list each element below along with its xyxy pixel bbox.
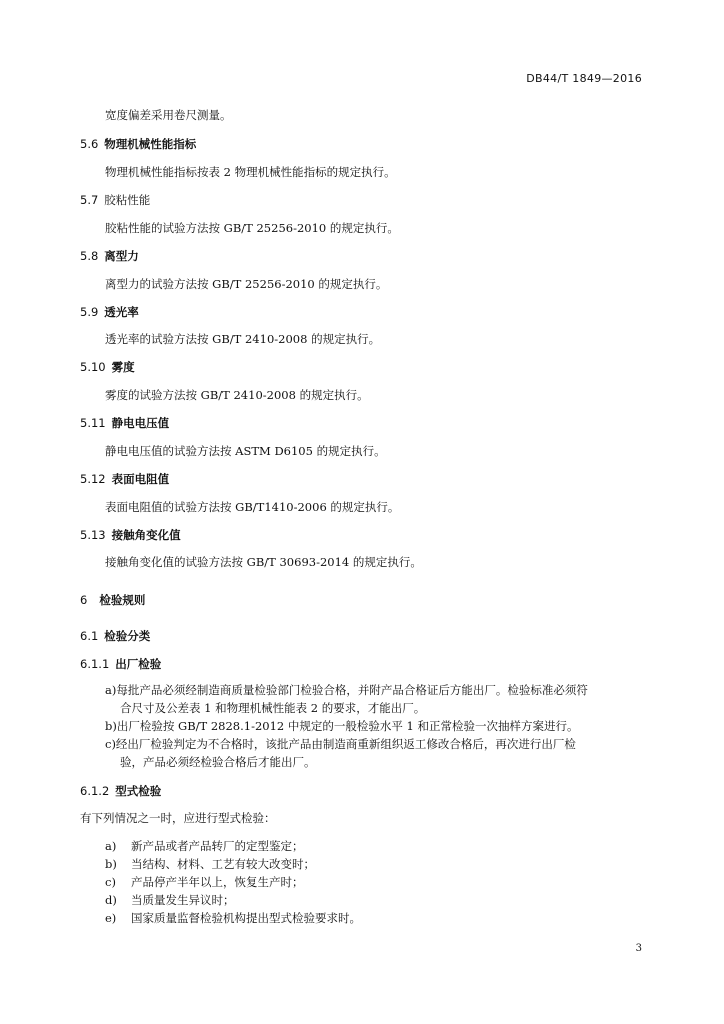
- section-number: 5.11: [80, 416, 106, 430]
- section-5-13-heading: [80, 527, 181, 543]
- section-title: 出厂检验: [115, 657, 162, 671]
- page-number: 3: [635, 943, 642, 954]
- section-5-12-text: 表面电阻值的试验方法按 GB/T1410-2006 的规定执行。: [105, 500, 400, 514]
- section-number: 5.6: [80, 137, 99, 151]
- list-text: 当结构、材料、工艺有较大改变时；: [131, 857, 315, 871]
- list-text: 新产品或者产品转厂的定型鉴定；: [131, 839, 304, 853]
- section-title: 透光率: [104, 305, 139, 319]
- section-title: 雾度: [111, 360, 135, 374]
- list-text: 国家质量监督检验机构提出型式检验要求时。: [131, 911, 361, 925]
- section-title: 静电电压值: [111, 416, 170, 430]
- section-6-1-1-heading: [80, 656, 161, 672]
- section-5-9-text: 透光率的试验方法按 GB/T 2410-2008 的规定执行。: [105, 332, 381, 346]
- item-c-line1: c)经出厂检验判定为不合格时，该批产品由制造商重新组织返工修改合格后，再次进行出厂检: [105, 737, 576, 751]
- list-item: [105, 838, 304, 854]
- section-number: 6.1.1: [80, 657, 110, 671]
- section-number: 5.10: [80, 360, 106, 374]
- list-item: [105, 874, 304, 890]
- section-title: 胶粘性能: [104, 193, 151, 207]
- section-number: 6.1: [80, 629, 99, 643]
- section-5-13-text: 接触角变化值的试验方法按 GB/T 30693-2014 的规定执行。: [105, 555, 422, 569]
- section-6-1-heading: [80, 628, 150, 644]
- section-5-9-heading: [80, 304, 139, 320]
- section-number: 5.12: [80, 472, 106, 486]
- list-text: 当质量发生异议时；: [131, 893, 235, 907]
- section-number: 6.1.2: [80, 784, 110, 798]
- section-6-1-2-heading: [80, 783, 161, 799]
- section-title: 接触角变化值: [111, 528, 181, 542]
- section-number: 6: [80, 593, 88, 607]
- section-number: 5.13: [80, 528, 106, 542]
- list-marker: a): [105, 839, 117, 853]
- section-5-6-text: 物理机械性能指标按表 2 物理机械性能指标的规定执行。: [105, 165, 396, 179]
- section-5-10-heading: [80, 359, 135, 375]
- item-b: b)出厂检验按 GB/T 2828.1-2012 中规定的一般检验水平 1 和正常检验一次抽样方案进行。: [105, 719, 579, 733]
- section-title: 物理机械性能指标: [104, 137, 197, 151]
- list-item: [105, 910, 361, 926]
- section-5-7-heading: [80, 192, 150, 208]
- section-title: 检验规则: [99, 593, 146, 607]
- list-marker: e): [105, 911, 117, 925]
- list-text: 产品停产半年以上，恢复生产时；: [131, 875, 304, 889]
- section-number: 5.8: [80, 249, 99, 263]
- section-title: 型式检验: [115, 784, 162, 798]
- standard-code: DB44/T 1849—2016: [526, 72, 642, 85]
- list-marker: b): [105, 857, 117, 871]
- list-marker: c): [105, 875, 116, 889]
- intro-text: 宽度偏差采用卷尺测量。: [105, 108, 232, 122]
- chapter-6-heading: [80, 592, 145, 608]
- list-item: [105, 856, 315, 872]
- section-5-11-heading: [80, 415, 169, 431]
- section-title: 离型力: [104, 249, 139, 263]
- list-marker: d): [105, 893, 117, 907]
- section-5-8-text: 离型力的试验方法按 GB/T 25256-2010 的规定执行。: [105, 277, 388, 291]
- section-5-10-text: 雾度的试验方法按 GB/T 2410-2008 的规定执行。: [105, 388, 369, 402]
- section-5-6-heading: [80, 136, 196, 152]
- section-title: 检验分类: [104, 629, 151, 643]
- section-number: 5.9: [80, 305, 99, 319]
- item-a-line1: a)每批产品必须经制造商质量检验部门检验合格，并附产品合格证后方能出厂。检验标准必须符: [105, 683, 588, 697]
- list-item: [105, 892, 235, 908]
- section-5-11-text: 静电电压值的试验方法按 ASTM D6105 的规定执行。: [105, 444, 386, 458]
- section-5-8-heading: [80, 248, 139, 264]
- type-test-lead: 有下列情况之一时，应进行型式检验：: [80, 811, 276, 825]
- item-a-line2: 合尺寸及公差表 1 和物理机械性能表 2 的要求，才能出厂。: [120, 701, 426, 715]
- section-number: 5.7: [80, 193, 99, 207]
- section-5-7-text: 胶粘性能的试验方法按 GB/T 25256-2010 的规定执行。: [105, 221, 399, 235]
- item-c-line2: 验，产品必须经检验合格后才能出厂。: [120, 755, 316, 769]
- section-5-12-heading: [80, 471, 169, 487]
- section-title: 表面电阻值: [111, 472, 170, 486]
